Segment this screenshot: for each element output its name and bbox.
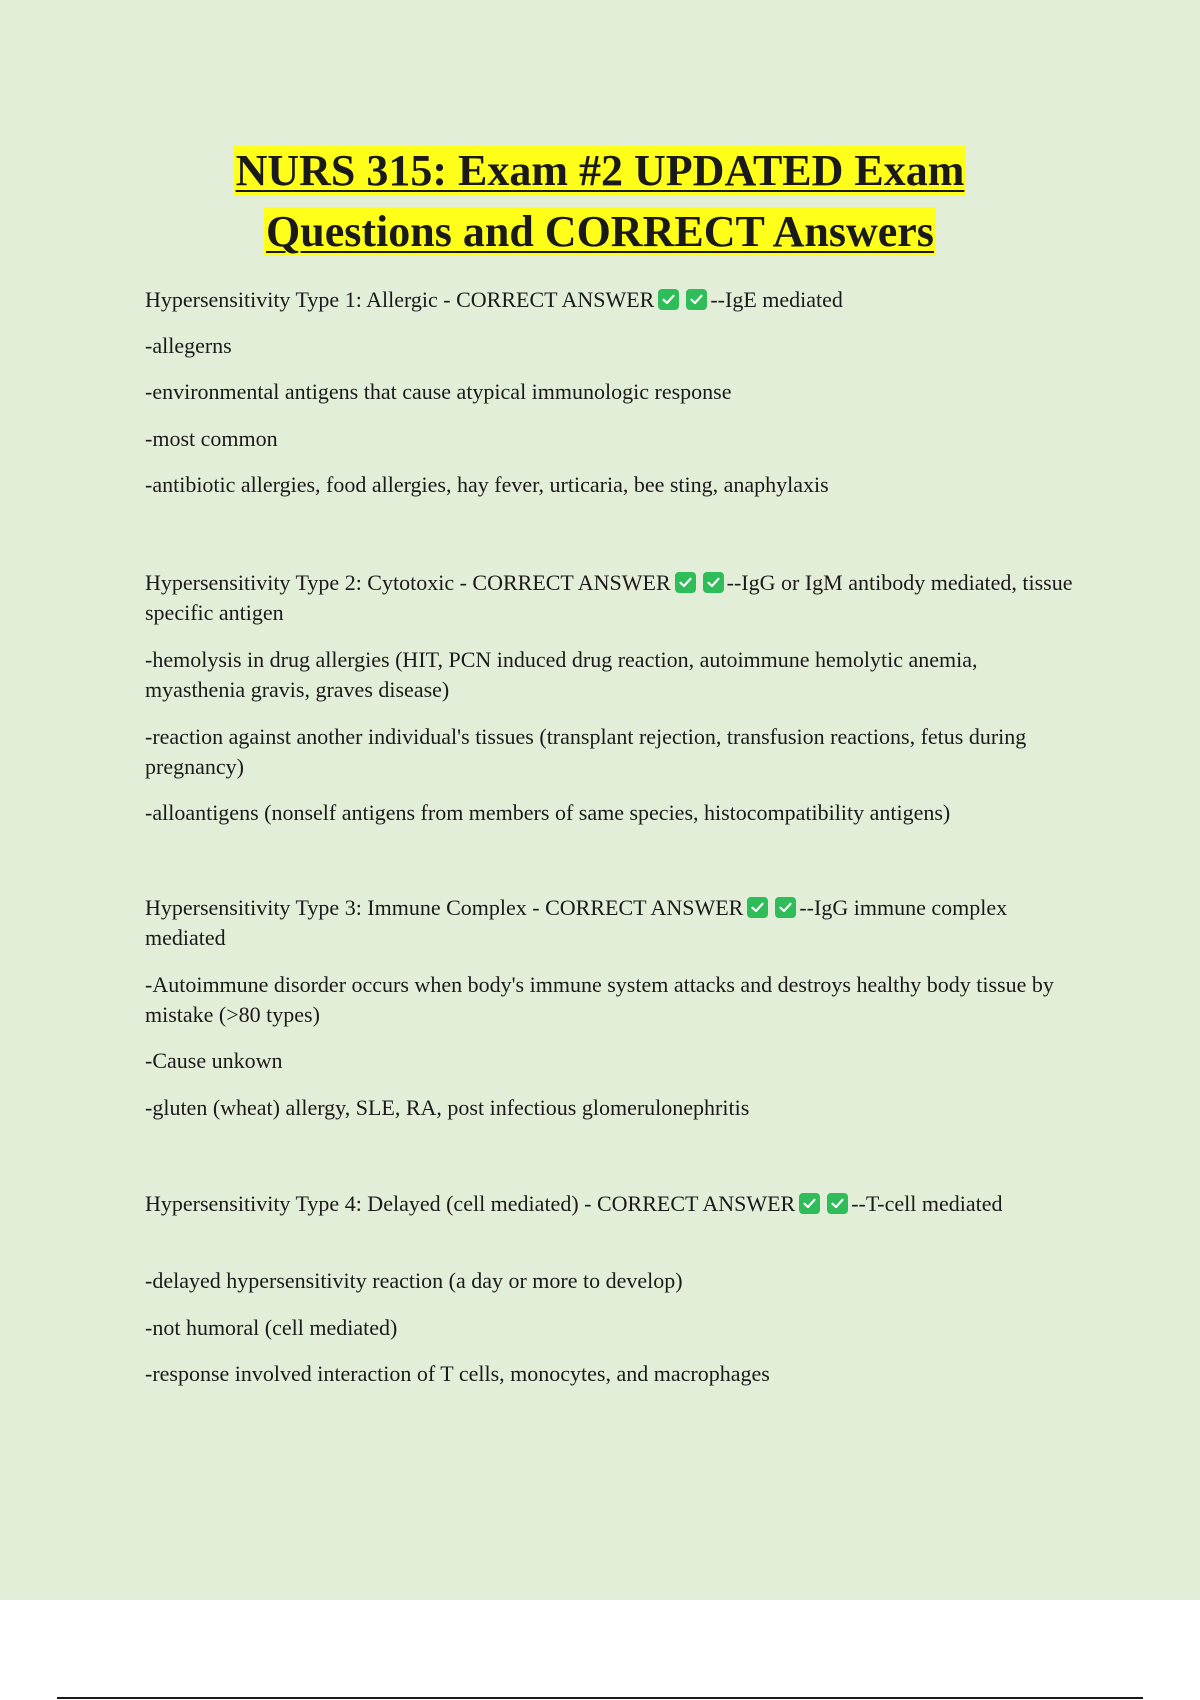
- point: -Autoimmune disorder occurs when body's immune system attacks and destroys healthy body tissue by mistake (>80 types): [145, 972, 1054, 1027]
- point: -alloantigens (nonself antigens from members of same species, histocompatibility antigens): [145, 800, 951, 825]
- title-line-1: NURS 315: Exam #2 UPDATED Exam: [235, 146, 965, 195]
- point: -environmental antigens that cause atypical immunologic response: [145, 379, 732, 404]
- check-icon: [775, 897, 796, 918]
- question-1: Hypersensitivity Type 1: Allergic - CORRECT ANSWER --IgE mediated: [145, 287, 843, 312]
- answer-1: --IgE mediated: [710, 287, 843, 312]
- answer-3: --IgG immune complex mediated: [145, 895, 1008, 950]
- point: -allegerns: [145, 333, 232, 358]
- title-line-2: Questions and CORRECT Answers: [266, 207, 934, 256]
- answer-4: --T-cell mediated: [851, 1191, 1003, 1216]
- check-icon: [658, 289, 679, 310]
- point: -delayed hypersensitivity reaction (a day or more to develop): [145, 1268, 683, 1293]
- point: -hemolysis in drug allergies (HIT, PCN induced drug reaction, autoimmune hemolytic anemia, myasthenia gravis, graves disease): [145, 647, 978, 702]
- point: -most common: [145, 426, 278, 451]
- point: -response involved interaction of T cells, monocytes, and macrophages: [145, 1361, 770, 1386]
- footer-rule: [57, 1697, 1143, 1699]
- check-icon: [703, 572, 724, 593]
- check-icon: [686, 289, 707, 310]
- point: -not humoral (cell mediated): [145, 1315, 398, 1340]
- document-title: [0, 140, 1200, 262]
- check-icon: [747, 897, 768, 918]
- point: -reaction against another individual's tissues (transplant rejection, transfusion reactions, fetus during pregnancy): [145, 724, 1027, 779]
- check-icon: [675, 572, 696, 593]
- question-2: Hypersensitivity Type 2: Cytotoxic - CORRECT ANSWER --IgG or IgM antibody mediated, tissue specific antigen: [145, 570, 1073, 625]
- point: -gluten (wheat) allergy, SLE, RA, post infectious glomerulonephritis: [145, 1095, 750, 1120]
- check-icon: [799, 1193, 820, 1214]
- check-icon: [827, 1193, 848, 1214]
- question-3: Hypersensitivity Type 3: Immune Complex - CORRECT ANSWER --IgG immune complex mediated: [145, 895, 1008, 950]
- answer-2: --IgG or IgM antibody mediated, tissue specific antigen: [145, 570, 1073, 625]
- question-4: Hypersensitivity Type 4: Delayed (cell mediated) - CORRECT ANSWER --T-cell mediated: [145, 1191, 1003, 1216]
- point: -Cause unkown: [145, 1048, 283, 1073]
- point: -antibiotic allergies, food allergies, hay fever, urticaria, bee sting, anaphylaxis: [145, 472, 829, 497]
